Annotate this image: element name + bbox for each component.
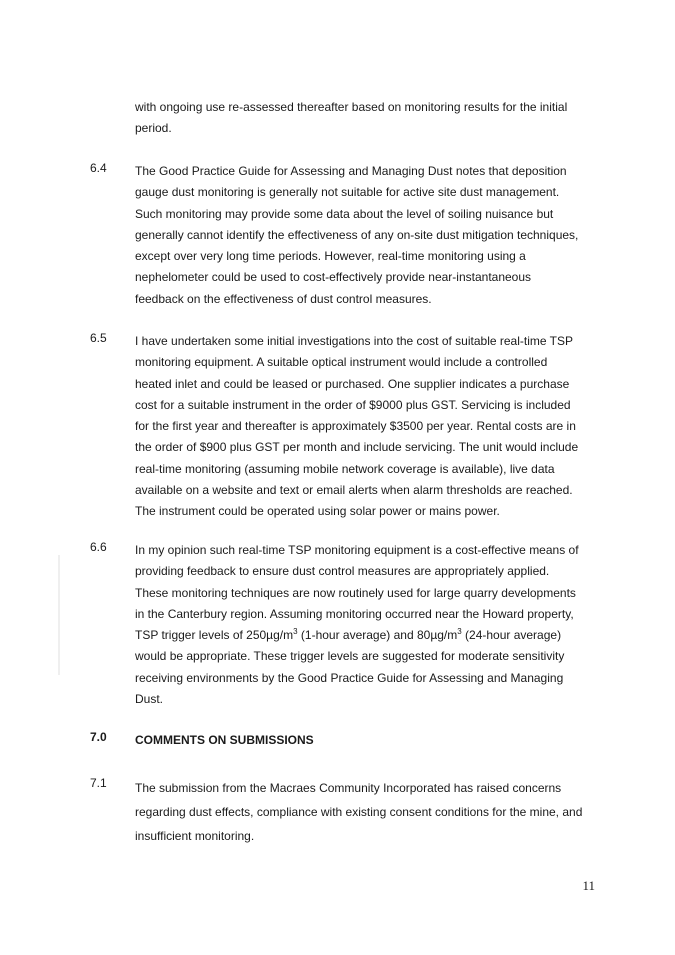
superscript: 3 (457, 627, 462, 637)
paragraph-line: The instrument could be operated using solar power or mains power. (135, 504, 500, 519)
paragraph-line: These monitoring techniques are now routinely used for large quarry developments (135, 585, 576, 600)
margin-scan-mark (58, 555, 60, 675)
trigger-levels-line (135, 625, 595, 646)
section-number: 7.0 (90, 730, 107, 744)
paragraph-line: cost for a suitable instrument in the order of $9000 plus GST. Servicing is included (135, 397, 571, 412)
paragraph-line: nephelometer could be used to cost-effectively provide near-instantaneous (135, 270, 532, 285)
paragraph-line: insufficient monitoring. (135, 829, 255, 843)
trigger-text-3: (24-hour average) (461, 628, 562, 643)
paragraph-line: In my opinion such real-time TSP monitoring equipment is a cost-effective means of (135, 543, 579, 557)
paragraph-line: regarding dust effects, compliance with existing consent conditions for the mine, and (135, 805, 583, 819)
paragraph-line: in the Canterbury region. Assuming monitoring occurred near the Howard property, (135, 606, 574, 621)
paragraph-line: The Good Practice Guide for Assessing and Managing Dust notes that deposition (135, 164, 567, 178)
trigger-text-1: TSP trigger levels of 250µg/m (135, 628, 294, 643)
paragraph-number: 6.4 (90, 161, 107, 175)
paragraph-line: Such monitoring may provide some data about the level of soiling nuisance but (135, 206, 554, 221)
paragraph-line: gauge dust monitoring is generally not suitable for active site dust management. (135, 185, 560, 200)
paragraph-line: the order of $900 plus GST per month and include servicing. The unit would include (135, 440, 579, 455)
section-title: COMMENTS ON SUBMISSIONS (135, 733, 314, 747)
paragraph-line: with ongoing use re-assessed thereafter based on monitoring results for the initial (135, 100, 568, 114)
superscript: 3 (293, 627, 298, 637)
paragraph-line: except over very long time periods. However, real-time monitoring using a (135, 249, 526, 264)
paragraph-line: period. (135, 121, 172, 136)
paragraph-line: providing feedback to ensure dust control measures are appropriately applied. (135, 564, 550, 579)
paragraph-line: would be appropriate. These trigger levels are suggested for moderate sensitivity (135, 649, 565, 664)
paragraph-number: 6.5 (90, 331, 107, 345)
paragraph-line: heated inlet and could be leased or purchased. One supplier indicates a purchase (135, 376, 570, 391)
paragraph-line: real-time monitoring (assuming mobile network coverage is available), live data (135, 461, 555, 476)
paragraph-line: The submission from the Macraes Community Incorporated has raised concerns (135, 781, 562, 795)
paragraph-line: feedback on the effectiveness of dust control measures. (135, 291, 432, 306)
paragraph-number: 6.6 (90, 540, 107, 554)
paragraph-line: for the first year and thereafter is approximately $3500 per year. Rental costs are in (135, 419, 576, 434)
paragraph-line: monitoring equipment. A suitable optical instrument would include a controlled (135, 355, 548, 370)
page-number: 11 (582, 878, 595, 893)
paragraph-line: Dust. (135, 692, 164, 707)
paragraph-number: 7.1 (90, 776, 107, 790)
paragraph-line: generally cannot identify the effectiveness of any on-site dust mitigation techniques, (135, 227, 579, 242)
paragraph-line: receiving environments by the Good Practice Guide for Assessing and Managing (135, 670, 564, 685)
trigger-text-2: (1-hour average) and 80µg/m (297, 628, 458, 643)
paragraph-line: available on a website and text or email alerts when alarm thresholds are reached. (135, 483, 573, 498)
paragraph-line: I have undertaken some initial investigations into the cost of suitable real-time TSP (135, 334, 574, 348)
